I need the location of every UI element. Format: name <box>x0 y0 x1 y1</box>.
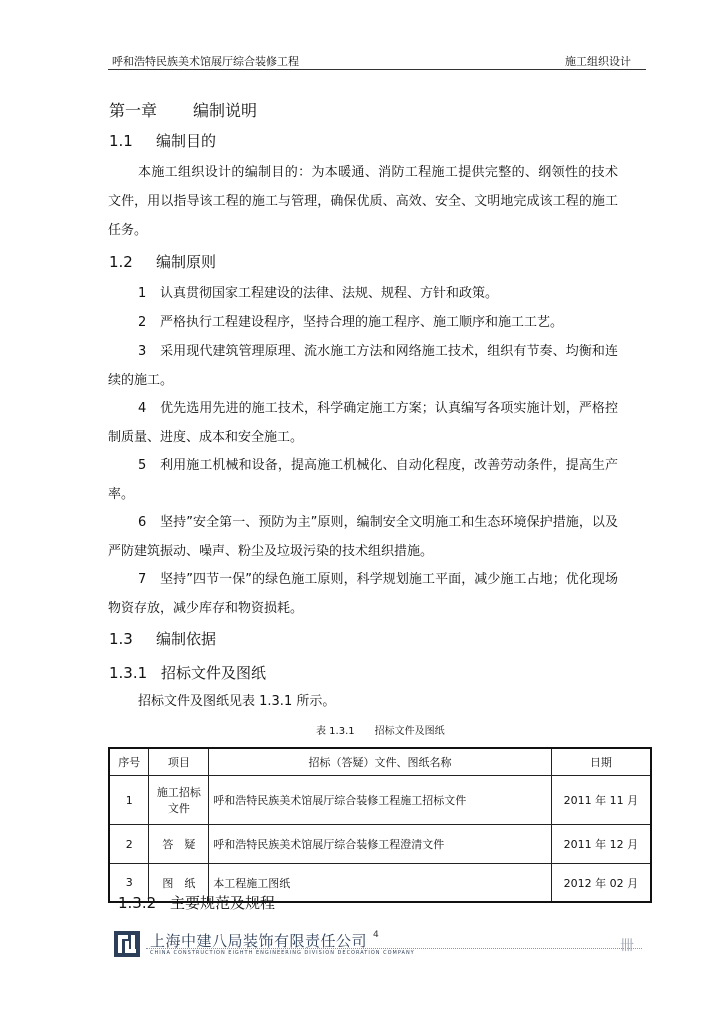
section-1-3-heading <box>109 628 216 649</box>
footer-divider <box>146 948 642 949</box>
table-header-row <box>109 748 651 776</box>
cell-no: 3 <box>109 864 149 903</box>
table-row <box>109 776 651 825</box>
cell-date: 2011 年 12 月 <box>551 825 651 864</box>
chapter-number: 第一章 <box>109 101 158 120</box>
footer-mark: 卌 <box>620 938 634 954</box>
table-caption-number: 表 1.3.1 <box>316 726 355 737</box>
header-cell-no: 序号 <box>109 748 149 776</box>
company-name-en: CHINA CONSTRUCTION EIGHTH ENGINEERING DIVISION DECORATION COMPANY <box>150 950 415 956</box>
principle-item-6: 6 坚持”安全第一、预防为主”原则，编制安全文明施工和生态环境保护措施，以及严防建筑振动、噪声、粉尘及垃圾污染的技术组织措施。 <box>108 515 618 559</box>
cell-name: 本工程施工图纸 <box>209 864 552 903</box>
header-cell-item: 项目 <box>149 748 209 776</box>
company-logo-icon <box>114 931 140 957</box>
chapter-title: 编制说明 <box>193 101 258 120</box>
documents-table <box>108 747 652 903</box>
cell-item: 施工招标文件 <box>149 776 209 825</box>
header-cell-date: 日期 <box>551 748 651 776</box>
subsection-title: 主要规范及规程 <box>170 894 276 912</box>
section-1-2-heading <box>109 251 216 272</box>
section-number: 1.1 <box>109 132 133 150</box>
cell-date: 2012 年 02 月 <box>551 864 651 903</box>
header-project-title: 呼和浩特民族美术馆展厅综合装修工程 <box>112 55 299 68</box>
section-title: 编制依据 <box>156 630 217 648</box>
subsection-number: 1.3.1 <box>109 664 148 682</box>
header-doc-type: 施工组织设计 <box>565 55 631 68</box>
section-1-3-1-body: 招标文件及图纸见表 1.3.1 所示。 <box>138 694 336 709</box>
table-caption-title: 招标文件及图纸 <box>374 726 445 737</box>
cell-no: 1 <box>109 776 149 825</box>
cell-item: 答 疑 <box>149 825 209 864</box>
section-1-3-2-heading <box>118 892 275 913</box>
table-caption <box>316 722 445 737</box>
header-cell-name: 招标（答疑）文件、图纸名称 <box>209 748 552 776</box>
company-name-cn: 上海中建八局装饰有限责任公司 <box>150 932 368 950</box>
principle-item-4: 4 优先选用先进的施工技术，科学确定施工方案；认真编写各项实施计划，严格控制质量、进度、成本和安全施工。 <box>108 401 618 445</box>
principle-item-5: 5 利用施工机械和设备，提高施工机械化、自动化程度，改善劳动条件，提高生产率。 <box>108 458 618 502</box>
table-row <box>109 825 651 864</box>
chapter-heading <box>109 98 257 121</box>
subsection-number: 1.3.2 <box>118 894 157 912</box>
principle-item-7: 7 坚持”四节一保”的绿色施工原则，科学规划施工平面，减少施工占地；优化现场物资存放，减少库存和物资损耗。 <box>108 572 618 616</box>
principle-item-1: 1 认真贯彻国家工程建设的法律、法规、规程、方针和政策。 <box>138 286 499 301</box>
header-divider <box>108 69 646 70</box>
page-number: 4 <box>373 930 379 940</box>
cell-name: 呼和浩特民族美术馆展厅综合装修工程澄清文件 <box>209 825 552 864</box>
section-1-1-heading <box>109 130 216 151</box>
cell-date: 2011 年 11 月 <box>551 776 651 825</box>
cell-name: 呼和浩特民族美术馆展厅综合装修工程施工招标文件 <box>209 776 552 825</box>
section-1-1-body: 本施工组织设计的编制目的：为本暖通、消防工程施工提供完整的、纲领性的技术文件，用以指导该工程的施工与管理，确保优质、高效、安全、文明地完成该工程的施工任务。 <box>108 165 618 238</box>
section-number: 1.3 <box>109 630 133 648</box>
section-title: 编制原则 <box>156 253 217 271</box>
subsection-title: 招标文件及图纸 <box>161 664 267 682</box>
cell-item: 图 纸 <box>149 864 209 903</box>
cell-no: 2 <box>109 825 149 864</box>
section-1-3-1-heading <box>109 662 266 683</box>
section-title: 编制目的 <box>156 132 217 150</box>
section-number: 1.2 <box>109 253 133 271</box>
principle-item-3: 3 采用现代建筑管理原理、流水施工方法和网络施工技术，组织有节奏、均衡和连续的施工。 <box>108 344 618 388</box>
principle-item-2: 2 严格执行工程建设程序，坚持合理的施工程序、施工顺序和施工工艺。 <box>138 315 564 330</box>
